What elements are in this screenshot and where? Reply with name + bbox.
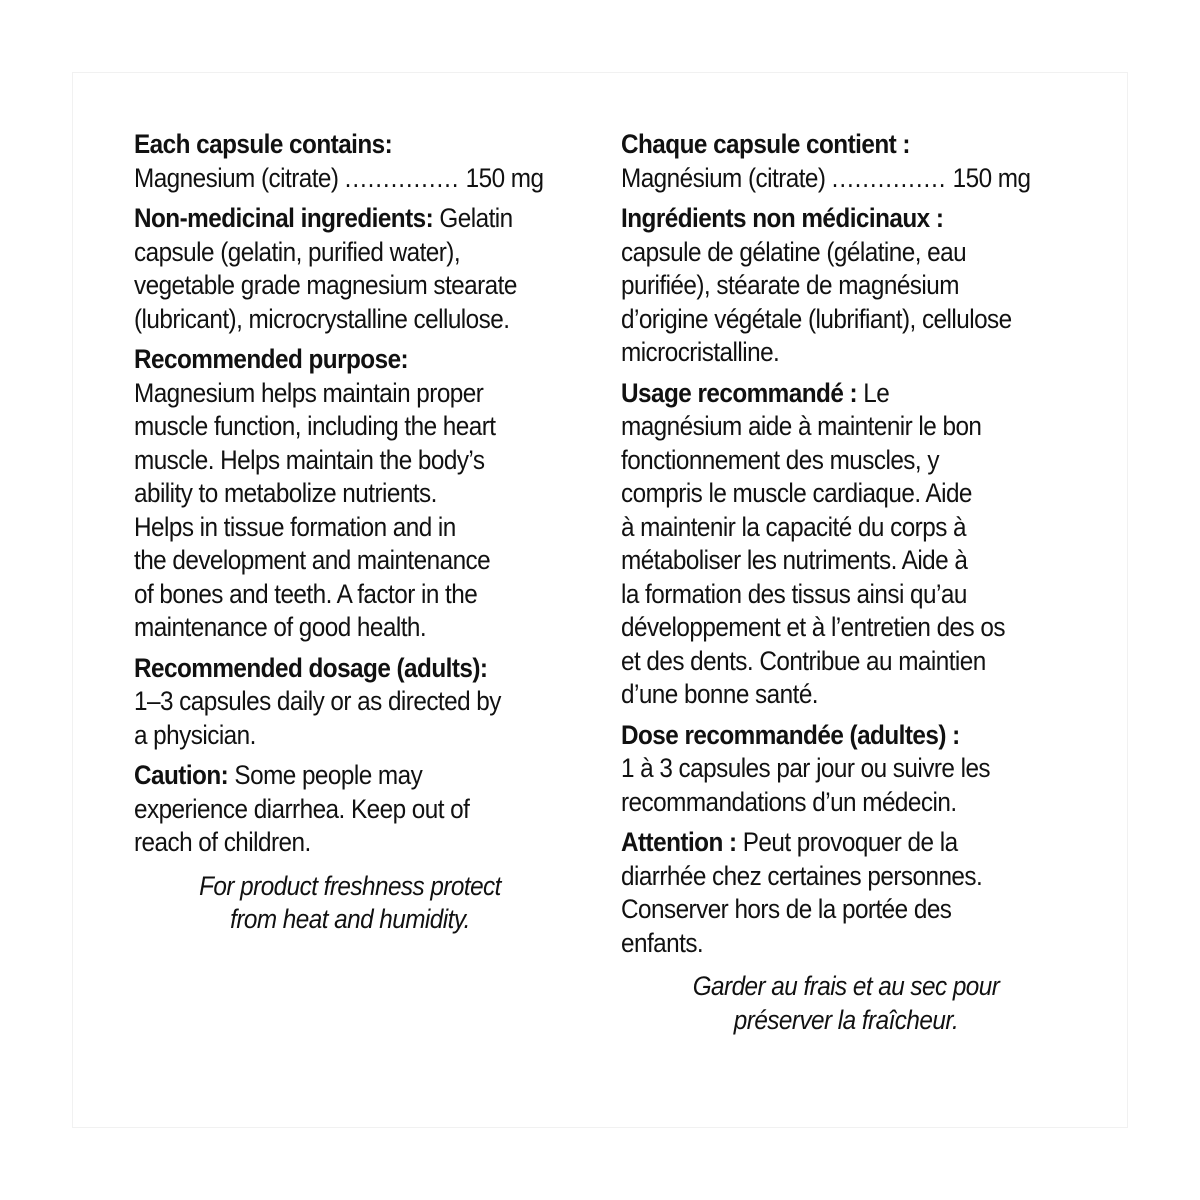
caution-section-en <box>134 759 566 860</box>
caution-text-en: Some people may <box>228 760 423 790</box>
nonmed-heading-en: Non-medicinal ingredients: <box>134 203 434 233</box>
purpose-line-en: Magnesium helps maintain proper <box>134 377 484 408</box>
purpose-section-en <box>134 343 566 645</box>
leader-dots-en: ............... <box>344 162 460 193</box>
dosage-line-fr: 1 à 3 capsules par jour ou suivre les <box>621 753 991 783</box>
purpose-line-fr: magnésium aide à maintenir le bon <box>621 411 982 441</box>
nonmed-line-en: capsule (gelatin, purified water), <box>134 236 461 267</box>
ingredient-name-fr: Magnésium (citrate) <box>621 162 826 193</box>
dosage-section-en <box>134 652 566 753</box>
purpose-line-fr: la formation des tissus ainsi qu’au <box>621 578 967 609</box>
contains-row-fr <box>621 162 1071 196</box>
caution-first-line-en <box>134 759 566 793</box>
dosage-heading-fr: Dose recommandée (adultes) : <box>621 719 960 750</box>
purpose-line-fr: métaboliser les nutriments. Aide à <box>621 545 968 575</box>
ingredient-name-en: Magnesium (citrate) <box>134 162 339 193</box>
storage-line-fr: Garder au frais et au sec pour <box>692 971 1000 1001</box>
purpose-line-en: the development and maintenance <box>134 545 491 575</box>
nonmed-section-fr <box>621 202 1071 370</box>
dosage-line-en: a physician. <box>134 719 256 750</box>
french-column <box>621 128 1071 1037</box>
purpose-heading-en: Recommended purpose: <box>134 344 409 374</box>
nonmed-line-en: vegetable grade magnesium stearate <box>134 270 517 300</box>
caution-line-fr: enfants. <box>621 927 704 958</box>
purpose-heading-fr: Usage recommandé : <box>621 377 858 408</box>
contains-heading-fr: Chaque capsule contient : <box>621 129 910 159</box>
caution-section-fr <box>621 826 1071 960</box>
nonmed-line-fr: capsule de gélatine (gélatine, eau <box>621 236 967 267</box>
caution-first-line-fr <box>621 826 1071 860</box>
storage-note-en <box>134 870 566 937</box>
purpose-first-line-fr <box>621 377 1071 411</box>
ingredient-amount-en: 150 mg <box>465 162 544 193</box>
nonmed-line-fr: d’origine végétale (lubrifiant), cellulose <box>621 303 1012 334</box>
storage-line-en: from heat and humidity. <box>230 904 470 934</box>
purpose-line-en: of bones and teeth. A factor in the <box>134 578 478 609</box>
contains-row-en <box>134 162 566 196</box>
caution-heading-en: Caution: <box>134 760 229 790</box>
purpose-line-en: maintenance of good health. <box>134 612 427 642</box>
caution-heading-fr: Attention : <box>621 827 737 857</box>
caution-line-en: reach of children. <box>134 827 311 857</box>
storage-note-fr <box>621 970 1071 1037</box>
nonmed-text-en: Gelatin <box>433 203 513 233</box>
dosage-line-fr: recommandations d’un médecin. <box>621 786 957 817</box>
purpose-line-en: Helps in tissue formation and in <box>134 511 456 542</box>
purpose-line-en: muscle function, including the heart <box>134 411 496 441</box>
purpose-line-fr: fonctionnement des muscles, y <box>621 444 939 475</box>
purpose-line-fr: développement et à l’entretien des os <box>621 612 1005 642</box>
nonmed-first-line-en <box>134 202 566 236</box>
nonmed-line-fr: purifiée), stéarate de magnésium <box>621 270 959 300</box>
nonmed-section-en <box>134 202 566 336</box>
purpose-line-en: muscle. Helps maintain the body’s <box>134 444 485 475</box>
caution-line-fr: Conserver hors de la portée des <box>621 894 952 924</box>
nonmed-line-en: (lubricant), microcrystalline cellulose. <box>134 303 510 334</box>
nonmed-heading-fr: Ingrédients non médicinaux : <box>621 203 944 233</box>
dosage-heading-en: Recommended dosage (adults): <box>134 652 488 683</box>
caution-text-fr: Peut provoquer de la <box>736 827 958 857</box>
caution-line-en: experience diarrhea. Keep out of <box>134 793 470 824</box>
storage-line-fr: préserver la fraîcheur. <box>733 1004 959 1035</box>
purpose-line-fr: d’une bonne santé. <box>621 679 819 709</box>
contains-section-en <box>134 128 566 195</box>
contains-heading-en: Each capsule contains: <box>134 129 393 159</box>
purpose-text-fr: Le <box>857 377 890 408</box>
dosage-section-fr <box>621 719 1071 820</box>
purpose-section-fr <box>621 377 1071 712</box>
nonmed-line-fr: microcristalline. <box>621 337 780 367</box>
english-column <box>134 128 566 937</box>
purpose-line-fr: et des dents. Contribue au maintien <box>621 645 986 676</box>
dosage-line-en: 1–3 capsules daily or as directed by <box>134 686 501 716</box>
purpose-line-fr: à maintenir la capacité du corps à <box>621 511 966 542</box>
purpose-line-en: ability to metabolize nutrients. <box>134 478 437 508</box>
purpose-line-fr: compris le muscle cardiaque. Aide <box>621 478 972 508</box>
contains-section-fr <box>621 128 1071 195</box>
leader-dots-fr: ............... <box>831 162 947 193</box>
ingredient-amount-fr: 150 mg <box>952 162 1031 193</box>
caution-line-fr: diarrhée chez certaines personnes. <box>621 860 983 891</box>
storage-line-en: For product freshness protect <box>199 870 501 901</box>
